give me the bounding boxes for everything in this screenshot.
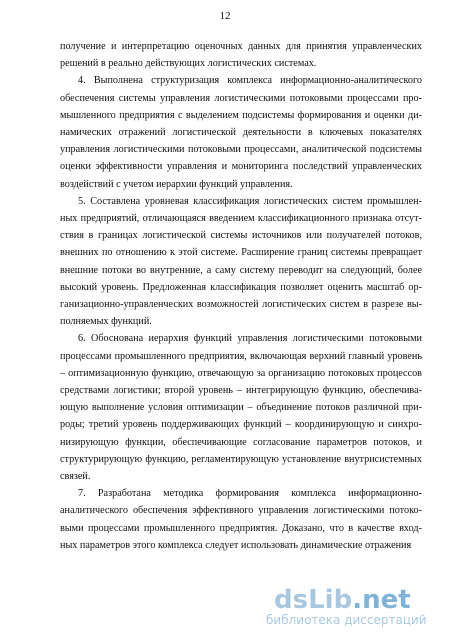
watermark-logo xyxy=(266,587,436,631)
body-text xyxy=(60,38,422,554)
paragraph xyxy=(60,330,422,485)
watermark-subtitle: библиотека диссертаций xyxy=(266,613,427,627)
text-line: средствами логистики; второй уровень – интегрирующую функцию, обеспечива- xyxy=(60,385,422,397)
text-line: низирующую функции, обеспечивающие согласование параметров потоков, и xyxy=(60,436,422,448)
text-line: оценки эффективности управления и мониторинга последствий управленческих xyxy=(60,161,422,173)
text-line: роды; третий уровень поддерживающих функций – координирующую и синхро- xyxy=(60,419,422,431)
watermark-logo-main: dsLib xyxy=(274,585,353,615)
text-line: связей. xyxy=(60,471,91,483)
text-line: ганизационно-управленческих возможностей логистических систем в разрезе вы- xyxy=(60,299,422,311)
watermark-logo-text xyxy=(274,587,411,613)
text-line: 5. Составлена уровневая классификация логистических систем промышлен- xyxy=(78,195,422,207)
text-line: намических отражений логистической деятельности в ключевых показателях xyxy=(60,127,422,139)
text-line: обеспечения системы управления логистическими потоковыми процессами про- xyxy=(60,92,422,104)
text-line: ствия в границах логистической системы источников или получателей потоков, xyxy=(60,230,422,242)
text-line: аналитического обеспечения эффективного управления логистическими потоко- xyxy=(60,505,422,517)
text-line: процессами промышленного предприятия, включающая верхний главный уровень xyxy=(60,350,422,362)
text-line: ных предприятий, отличающаяся введением классификационного признака отсут- xyxy=(60,213,422,225)
page-number: 12 xyxy=(219,10,231,22)
text-line: получение и интерпретацию оценочных данных для принятия управленческих xyxy=(60,41,422,52)
text-line: 7. Разработана методика формирования комплекса информационно- xyxy=(78,488,422,500)
text-line: 6. Обоснована иерархия функций управления логистическими потоковыми xyxy=(78,333,422,345)
text-line: мышленного предприятия с выделением подсистемы формирования и оценки ди- xyxy=(60,109,422,121)
watermark-logo-tld: .net xyxy=(352,585,411,615)
text-line: внешние потоки во внутренние, а саму систему переводит на следующий, более xyxy=(60,264,422,276)
text-line: структурирующую функцию, регламентирующую установление внутрисистемных xyxy=(60,453,422,465)
paragraph xyxy=(60,72,422,192)
text-line: ющую выполнение условия оптимизации – объединение потоков различной при- xyxy=(60,402,422,414)
paragraph xyxy=(60,193,422,331)
text-line: внешних по отношению к этой системе. Расширение границ системы превращает xyxy=(60,247,422,259)
text-line: управления логистическими потоковыми процессами, аналитической подсистемы xyxy=(60,144,422,156)
text-line: выми процессами промышленного предприятия. Доказано, что в качестве вход- xyxy=(60,522,422,534)
text-line: решений в реально действующих логистических системах. xyxy=(60,58,317,70)
text-line: воздействий с учетом иерархии функций управления. xyxy=(60,178,293,190)
text-line: ных параметров этого комплекса следует использовать динамические отражения xyxy=(60,539,412,551)
text-line: – оптимизационную функцию, отвечающую за организацию потоковых процессов xyxy=(60,367,422,379)
text-line: полняемых функций. xyxy=(60,316,152,328)
text-line: высокий уровень. Предложенная классификация позволяет оценить масштаб ор- xyxy=(60,281,422,293)
paragraph xyxy=(60,485,422,554)
paragraph xyxy=(60,38,422,72)
text-line: 4. Выполнена структуризация комплекса информационно-аналитического xyxy=(78,75,422,87)
